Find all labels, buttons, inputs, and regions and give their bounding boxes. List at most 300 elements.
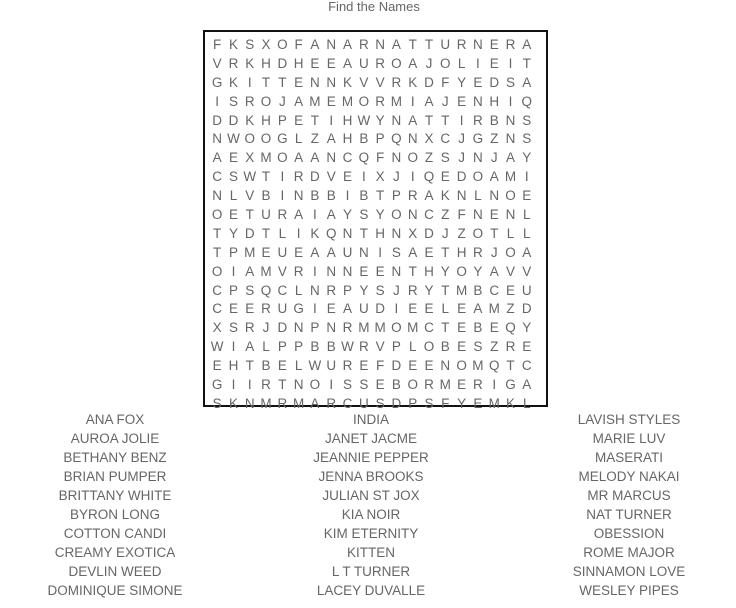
grid-cell[interactable]: T <box>441 282 450 298</box>
grid-cell[interactable]: M <box>358 320 370 336</box>
grid-cell[interactable]: N <box>293 188 304 204</box>
grid-cell[interactable]: I <box>508 55 513 71</box>
grid-cell[interactable]: O <box>423 339 435 355</box>
grid-cell[interactable]: S <box>522 112 532 128</box>
grid-cell[interactable]: C <box>424 320 434 336</box>
grid-cell[interactable]: K <box>505 395 515 411</box>
grid-cell[interactable]: K <box>228 37 238 52</box>
grid-cell[interactable]: P <box>375 131 385 147</box>
grid-cell[interactable]: L <box>523 395 531 411</box>
grid-cell[interactable]: N <box>375 37 385 52</box>
grid-cell[interactable]: E <box>489 55 499 71</box>
grid-cell[interactable]: V <box>277 263 287 279</box>
grid-cell[interactable]: I <box>378 244 382 260</box>
grid-cell[interactable]: I <box>361 169 366 185</box>
grid-cell[interactable]: N <box>244 395 255 411</box>
grid-cell[interactable]: A <box>489 169 499 185</box>
grid-cell[interactable]: O <box>440 55 451 71</box>
grid-cell[interactable]: Q <box>488 358 500 374</box>
grid-cell[interactable]: R <box>358 339 369 355</box>
grid-cell[interactable]: S <box>522 131 532 147</box>
grid-cell[interactable]: A <box>310 150 320 166</box>
grid-cell[interactable]: R <box>505 37 516 52</box>
grid-cell[interactable]: R <box>407 282 418 298</box>
grid-cell[interactable]: N <box>326 320 337 336</box>
grid-cell[interactable]: Y <box>522 320 532 336</box>
grid-cell[interactable]: R <box>277 395 288 411</box>
grid-cell[interactable]: M <box>260 263 272 279</box>
grid-cell[interactable]: L <box>294 131 303 147</box>
grid-cell[interactable]: M <box>293 395 305 411</box>
grid-cell[interactable]: M <box>309 93 321 109</box>
grid-cell[interactable]: T <box>245 207 254 223</box>
grid-cell[interactable]: S <box>228 320 238 336</box>
grid-cell[interactable]: N <box>326 263 337 279</box>
grid-cell[interactable]: C <box>342 150 353 166</box>
grid-cell[interactable]: N <box>293 377 304 393</box>
grid-cell[interactable]: A <box>522 74 532 90</box>
letter-grid[interactable] <box>203 30 548 411</box>
grid-cell[interactable]: S <box>375 282 385 298</box>
grid-cell[interactable]: D <box>310 169 320 185</box>
grid-cell[interactable]: N <box>473 207 483 223</box>
grid-cell[interactable]: U <box>342 244 353 260</box>
grid-cell[interactable]: M <box>488 395 500 411</box>
grid-cell[interactable]: O <box>505 244 516 260</box>
grid-cell[interactable]: Y <box>473 263 483 279</box>
grid-cell[interactable]: R <box>391 74 402 90</box>
grid-cell[interactable]: K <box>245 112 255 128</box>
grid-cell[interactable]: O <box>244 131 255 147</box>
grid-cell[interactable]: U <box>261 207 271 223</box>
grid-cell[interactable]: D <box>489 74 500 90</box>
grid-cell[interactable]: E <box>489 320 499 336</box>
grid-cell[interactable]: L <box>523 225 531 241</box>
grid-cell[interactable]: O <box>309 377 321 393</box>
grid-cell[interactable]: N <box>456 188 467 204</box>
grid-cell[interactable]: S <box>212 395 222 411</box>
grid-cell[interactable]: C <box>521 358 532 374</box>
grid-cell[interactable]: E <box>228 301 238 317</box>
grid-cell[interactable]: F <box>375 358 385 374</box>
grid-cell[interactable]: C <box>424 207 434 223</box>
grid-cell[interactable]: A <box>408 244 418 260</box>
grid-cell[interactable]: T <box>278 377 287 393</box>
grid-cell[interactable]: I <box>296 225 301 241</box>
grid-cell[interactable]: H <box>261 112 271 128</box>
grid-cell[interactable]: B <box>261 188 271 204</box>
grid-cell[interactable]: R <box>261 377 271 393</box>
grid-cell[interactable]: P <box>228 282 238 298</box>
grid-cell[interactable]: Y <box>359 282 369 298</box>
grid-cell[interactable]: N <box>407 207 418 223</box>
grid-cell[interactable]: A <box>245 339 255 355</box>
grid-cell[interactable]: Z <box>310 131 320 147</box>
grid-cell[interactable]: F <box>441 74 450 90</box>
grid-cell[interactable]: L <box>278 225 287 241</box>
grid-cell[interactable]: V <box>212 55 222 71</box>
grid-cell[interactable]: O <box>505 188 516 204</box>
grid-cell[interactable]: P <box>294 339 304 355</box>
grid-cell[interactable]: B <box>489 112 499 128</box>
grid-cell[interactable]: E <box>212 358 222 374</box>
grid-cell[interactable]: K <box>310 225 320 241</box>
grid-cell[interactable]: B <box>391 377 401 393</box>
grid-cell[interactable]: C <box>212 282 223 298</box>
grid-cell[interactable]: T <box>213 244 222 260</box>
grid-cell[interactable]: J <box>393 169 400 185</box>
grid-cell[interactable]: S <box>473 339 483 355</box>
grid-cell[interactable]: T <box>522 55 531 71</box>
grid-cell[interactable]: D <box>521 301 532 317</box>
grid-cell[interactable]: N <box>310 74 320 90</box>
grid-cell[interactable]: I <box>247 377 252 393</box>
grid-cell[interactable]: G <box>277 131 288 147</box>
grid-cell[interactable]: T <box>441 320 450 336</box>
grid-cell[interactable]: V <box>522 263 532 279</box>
grid-cell[interactable]: T <box>278 74 287 90</box>
grid-cell[interactable]: J <box>458 150 465 166</box>
grid-cell[interactable]: L <box>294 358 303 374</box>
grid-cell[interactable]: L <box>408 339 417 355</box>
grid-cell[interactable]: T <box>310 112 320 128</box>
grid-cell[interactable]: Q <box>325 225 337 241</box>
grid-cell[interactable]: G <box>211 74 223 90</box>
grid-cell[interactable]: W <box>341 339 354 355</box>
grid-cell[interactable]: S <box>424 395 434 411</box>
grid-cell[interactable]: U <box>440 37 451 52</box>
grid-cell[interactable]: A <box>326 244 336 260</box>
grid-cell[interactable]: T <box>424 112 434 128</box>
grid-cell[interactable]: E <box>489 37 499 52</box>
grid-cell[interactable]: J <box>278 93 286 109</box>
grid-cell[interactable]: E <box>326 93 336 109</box>
grid-cell[interactable]: H <box>228 358 239 374</box>
grid-cell[interactable]: N <box>440 358 451 374</box>
grid-cell[interactable]: O <box>260 131 272 147</box>
grid-cell[interactable]: E <box>408 301 418 317</box>
grid-cell[interactable]: T <box>490 225 499 241</box>
grid-cell[interactable]: S <box>245 282 255 298</box>
grid-cell[interactable]: R <box>473 244 483 260</box>
grid-cell[interactable]: S <box>359 377 369 393</box>
grid-cell[interactable]: T <box>261 74 271 90</box>
grid-cell[interactable]: M <box>390 93 403 109</box>
grid-cell[interactable]: P <box>391 339 401 355</box>
grid-cell[interactable]: N <box>212 131 223 147</box>
grid-cell[interactable]: K <box>408 74 418 90</box>
grid-cell[interactable]: D <box>375 301 385 317</box>
grid-cell[interactable]: W <box>357 112 371 128</box>
grid-cell[interactable]: I <box>215 93 220 109</box>
grid-cell[interactable]: V <box>245 188 255 204</box>
grid-cell[interactable]: E <box>375 377 385 393</box>
grid-cell[interactable]: I <box>280 188 285 204</box>
grid-cell[interactable]: N <box>505 112 516 128</box>
grid-cell[interactable]: A <box>343 55 353 71</box>
grid-cell[interactable]: I <box>231 339 236 355</box>
grid-cell[interactable]: Q <box>505 320 516 336</box>
grid-cell[interactable]: E <box>522 339 532 355</box>
grid-cell[interactable]: C <box>277 282 288 298</box>
grid-cell[interactable]: F <box>294 37 303 52</box>
grid-cell[interactable]: W <box>243 169 257 185</box>
grid-cell[interactable]: T <box>261 169 271 185</box>
grid-cell[interactable]: N <box>407 131 418 147</box>
grid-cell[interactable]: O <box>211 263 223 279</box>
grid-cell[interactable]: A <box>310 244 320 260</box>
grid-cell[interactable]: S <box>245 37 255 52</box>
grid-cell[interactable]: D <box>244 225 255 241</box>
grid-cell[interactable]: G <box>505 377 516 393</box>
grid-cell[interactable]: D <box>212 112 223 128</box>
grid-cell[interactable]: E <box>505 282 515 298</box>
grid-cell[interactable]: E <box>473 74 483 90</box>
grid-cell[interactable]: J <box>441 93 449 109</box>
grid-cell[interactable]: T <box>506 358 515 374</box>
grid-cell[interactable]: J <box>393 282 400 298</box>
grid-cell[interactable]: S <box>375 395 385 411</box>
grid-cell[interactable]: P <box>310 320 320 336</box>
grid-cell[interactable]: E <box>359 263 369 279</box>
grid-cell[interactable]: N <box>326 74 337 90</box>
grid-cell[interactable]: C <box>489 282 500 298</box>
grid-cell[interactable]: N <box>505 207 516 223</box>
grid-cell[interactable]: A <box>343 37 353 52</box>
grid-cell[interactable]: C <box>440 131 451 147</box>
grid-cell[interactable]: B <box>359 131 369 147</box>
grid-cell[interactable]: B <box>473 320 483 336</box>
grid-cell[interactable]: N <box>212 188 223 204</box>
grid-cell[interactable]: O <box>472 225 484 241</box>
grid-cell[interactable]: A <box>245 263 255 279</box>
grid-cell[interactable]: J <box>490 244 498 260</box>
grid-cell[interactable]: Y <box>375 112 385 128</box>
grid-cell[interactable]: C <box>212 301 223 317</box>
grid-cell[interactable]: T <box>359 225 368 241</box>
grid-cell[interactable]: E <box>457 301 467 317</box>
grid-cell[interactable]: A <box>505 150 515 166</box>
grid-cell[interactable]: A <box>326 207 336 223</box>
grid-cell[interactable]: O <box>407 150 418 166</box>
grid-cell[interactable]: T <box>408 37 417 52</box>
grid-cell[interactable]: X <box>424 131 434 147</box>
grid-cell[interactable]: T <box>408 263 417 279</box>
grid-cell[interactable]: B <box>310 188 320 204</box>
grid-cell[interactable]: O <box>277 150 288 166</box>
grid-cell[interactable]: V <box>359 74 369 90</box>
grid-cell[interactable]: S <box>359 207 369 223</box>
grid-cell[interactable]: Y <box>457 74 467 90</box>
grid-cell[interactable]: D <box>228 112 239 128</box>
grid-cell[interactable]: R <box>473 377 483 393</box>
grid-cell[interactable]: B <box>473 282 483 298</box>
grid-cell[interactable]: L <box>294 282 303 298</box>
grid-cell[interactable]: F <box>375 150 385 166</box>
grid-cell[interactable]: H <box>489 93 500 109</box>
grid-cell[interactable]: Z <box>441 207 450 223</box>
grid-cell[interactable]: M <box>504 169 517 185</box>
grid-cell[interactable]: Q <box>521 93 533 109</box>
grid-cell[interactable]: E <box>228 150 238 166</box>
grid-cell[interactable]: N <box>473 37 483 52</box>
grid-cell[interactable]: A <box>212 150 222 166</box>
grid-cell[interactable]: S <box>391 244 401 260</box>
grid-cell[interactable]: R <box>342 358 353 374</box>
grid-cell[interactable]: A <box>522 37 532 52</box>
grid-cell[interactable]: O <box>277 37 288 52</box>
grid-cell[interactable]: E <box>294 244 304 260</box>
grid-cell[interactable]: L <box>441 301 450 317</box>
grid-cell[interactable]: P <box>277 339 287 355</box>
grid-cell[interactable]: E <box>228 207 238 223</box>
grid-cell[interactable]: A <box>408 112 418 128</box>
grid-cell[interactable]: W <box>210 339 224 355</box>
grid-cell[interactable]: D <box>391 395 402 411</box>
grid-cell[interactable]: M <box>407 320 419 336</box>
grid-cell[interactable]: M <box>374 320 386 336</box>
grid-cell[interactable]: E <box>457 93 467 109</box>
grid-cell[interactable]: O <box>211 207 223 223</box>
grid-cell[interactable]: P <box>228 244 238 260</box>
grid-cell[interactable]: I <box>313 207 317 223</box>
grid-cell[interactable]: Q <box>358 150 370 166</box>
grid-cell[interactable]: Z <box>490 339 499 355</box>
grid-cell[interactable]: I <box>329 112 334 128</box>
grid-cell[interactable]: N <box>326 150 337 166</box>
grid-cell[interactable]: I <box>247 74 252 90</box>
grid-cell[interactable]: E <box>457 339 467 355</box>
grid-cell[interactable]: T <box>441 244 450 260</box>
grid-cell[interactable]: R <box>244 320 255 336</box>
grid-cell[interactable]: R <box>424 377 434 393</box>
grid-cell[interactable]: A <box>473 301 483 317</box>
grid-cell[interactable]: N <box>358 244 369 260</box>
grid-cell[interactable]: E <box>359 358 369 374</box>
grid-cell[interactable]: D <box>391 358 402 374</box>
grid-cell[interactable]: Q <box>391 131 402 147</box>
grid-cell[interactable]: L <box>262 339 270 355</box>
grid-cell[interactable]: M <box>472 358 484 374</box>
grid-cell[interactable]: I <box>492 377 497 393</box>
grid-cell[interactable]: S <box>228 93 238 109</box>
grid-cell[interactable]: B <box>261 358 271 374</box>
grid-cell[interactable]: R <box>228 55 239 71</box>
grid-cell[interactable]: J <box>490 150 498 166</box>
grid-cell[interactable]: I <box>508 93 513 109</box>
grid-cell[interactable]: E <box>310 55 320 71</box>
grid-cell[interactable]: Q <box>423 169 435 185</box>
grid-cell[interactable]: A <box>424 188 434 204</box>
grid-cell[interactable]: O <box>391 320 402 336</box>
grid-cell[interactable]: N <box>293 320 304 336</box>
grid-cell[interactable]: E <box>424 358 434 374</box>
grid-cell[interactable]: R <box>473 112 483 128</box>
grid-cell[interactable]: K <box>245 55 255 71</box>
grid-cell[interactable]: O <box>391 55 402 71</box>
grid-cell[interactable]: E <box>457 320 467 336</box>
grid-cell[interactable]: R <box>407 188 418 204</box>
grid-cell[interactable]: R <box>261 301 271 317</box>
grid-cell[interactable]: M <box>439 377 451 393</box>
grid-cell[interactable]: V <box>326 169 336 185</box>
grid-cell[interactable]: N <box>489 188 500 204</box>
grid-cell[interactable]: E <box>261 244 271 260</box>
grid-cell[interactable]: M <box>488 301 500 317</box>
grid-cell[interactable]: Z <box>457 225 466 241</box>
grid-cell[interactable]: B <box>326 339 336 355</box>
grid-cell[interactable]: E <box>375 263 385 279</box>
grid-cell[interactable]: K <box>343 74 353 90</box>
grid-cell[interactable]: A <box>294 93 304 109</box>
grid-cell[interactable]: X <box>375 169 385 185</box>
grid-cell[interactable]: D <box>424 225 434 241</box>
grid-cell[interactable]: T <box>245 358 254 374</box>
grid-cell[interactable]: W <box>227 131 240 147</box>
grid-cell[interactable]: Z <box>490 131 499 147</box>
grid-cell[interactable]: N <box>326 37 337 52</box>
grid-cell[interactable]: A <box>310 37 320 52</box>
grid-cell[interactable]: M <box>341 93 354 109</box>
grid-cell[interactable]: O <box>407 377 418 393</box>
grid-cell[interactable]: Q <box>260 282 272 298</box>
grid-cell[interactable]: N <box>473 150 483 166</box>
grid-cell[interactable]: N <box>342 225 353 241</box>
grid-cell[interactable]: V <box>505 263 515 279</box>
grid-cell[interactable]: M <box>260 150 272 166</box>
grid-cell[interactable]: A <box>522 244 532 260</box>
grid-cell[interactable]: R <box>358 37 369 52</box>
grid-cell[interactable]: P <box>277 112 287 128</box>
grid-cell[interactable]: G <box>472 131 484 147</box>
grid-cell[interactable]: S <box>505 74 515 90</box>
grid-cell[interactable]: I <box>313 263 317 279</box>
grid-cell[interactable]: U <box>277 301 288 317</box>
grid-cell[interactable]: X <box>408 225 418 241</box>
grid-cell[interactable]: F <box>213 37 222 52</box>
grid-cell[interactable]: X <box>245 150 255 166</box>
grid-cell[interactable]: M <box>244 244 256 260</box>
grid-cell[interactable]: H <box>375 225 385 241</box>
grid-cell[interactable]: T <box>375 188 385 204</box>
grid-cell[interactable]: E <box>277 358 287 374</box>
grid-cell[interactable]: X <box>261 37 271 52</box>
grid-cell[interactable]: A <box>489 263 499 279</box>
grid-cell[interactable]: X <box>212 320 222 336</box>
grid-cell[interactable]: H <box>456 244 467 260</box>
grid-cell[interactable]: G <box>293 301 304 317</box>
grid-cell[interactable]: Y <box>457 395 467 411</box>
grid-cell[interactable]: E <box>440 169 450 185</box>
grid-cell[interactable]: A <box>310 395 320 411</box>
grid-cell[interactable]: E <box>294 112 304 128</box>
grid-cell[interactable]: I <box>394 301 399 317</box>
grid-cell[interactable]: N <box>342 263 353 279</box>
grid-cell[interactable]: S <box>228 169 238 185</box>
grid-cell[interactable]: E <box>489 207 499 223</box>
grid-cell[interactable]: I <box>313 301 317 317</box>
grid-cell[interactable]: U <box>277 244 288 260</box>
grid-cell[interactable]: E <box>424 244 434 260</box>
grid-cell[interactable]: U <box>326 358 337 374</box>
grid-cell[interactable]: O <box>358 93 370 109</box>
grid-cell[interactable]: R <box>293 169 304 185</box>
grid-cell[interactable]: S <box>440 150 450 166</box>
grid-cell[interactable]: N <box>391 263 402 279</box>
grid-cell[interactable]: V <box>375 74 385 90</box>
grid-cell[interactable]: H <box>261 55 271 71</box>
grid-cell[interactable]: L <box>457 55 466 71</box>
